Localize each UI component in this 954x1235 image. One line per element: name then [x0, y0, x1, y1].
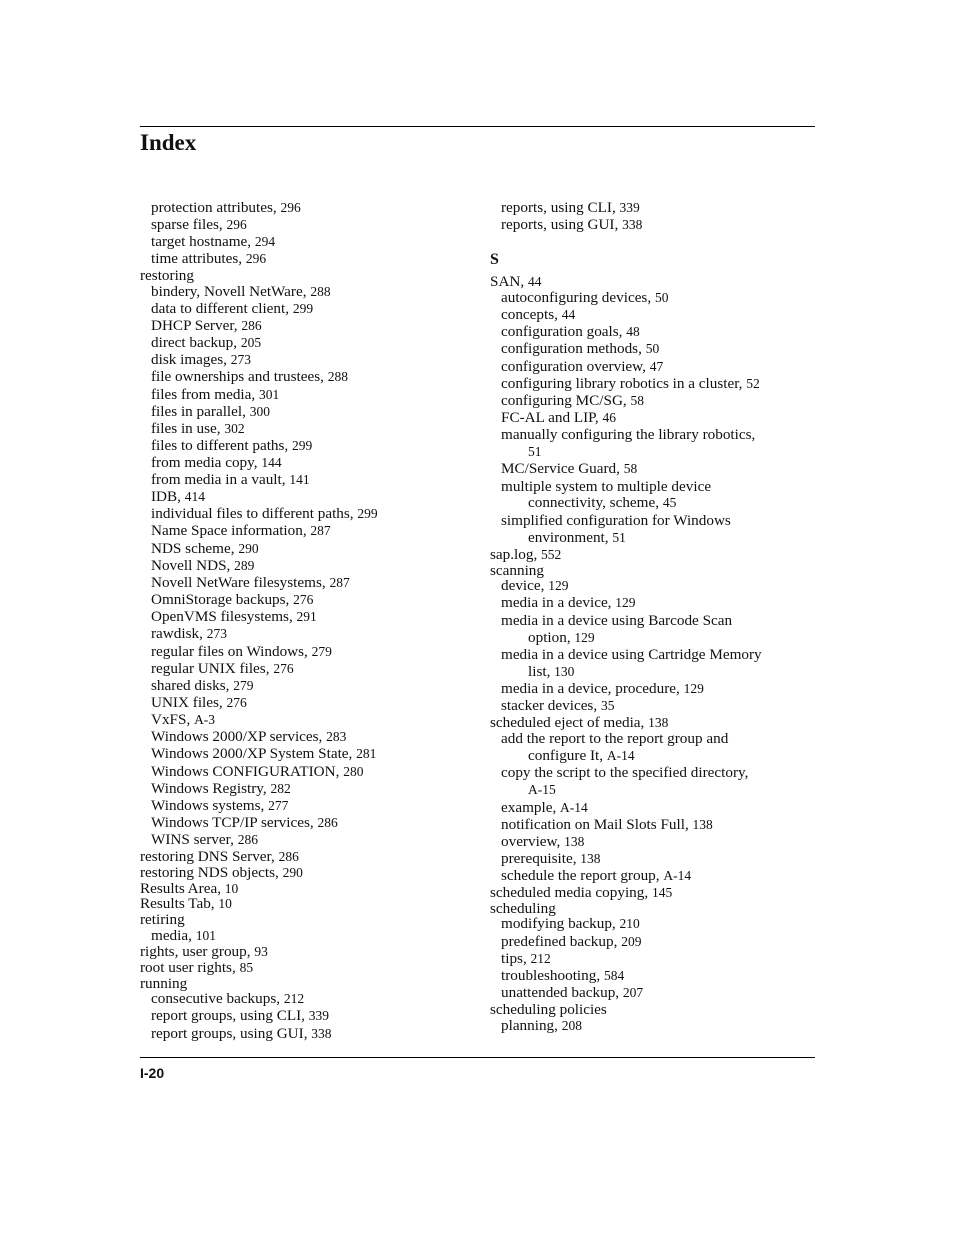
index-subentry [140, 574, 350, 591]
page-reference: 291 [296, 609, 317, 624]
index-subentry [140, 728, 346, 745]
index-term: concepts, [501, 306, 562, 323]
index-term: simplified configuration for Windows [501, 512, 731, 529]
index-term: restoring NDS objects, [140, 864, 283, 881]
index-term: overview, [501, 833, 565, 850]
page-reference: 286 [317, 815, 338, 830]
index-term: media in a device, procedure, [501, 680, 684, 697]
index-subentry [490, 443, 542, 460]
index-subentry [140, 505, 378, 522]
page-title: Index [140, 130, 197, 155]
page-reference: 51 [528, 444, 542, 459]
page-reference: 52 [746, 376, 760, 391]
index-subentry [490, 933, 641, 950]
index-subentry [140, 368, 348, 385]
index-subentry [140, 403, 270, 420]
page-reference: 299 [292, 438, 313, 453]
index-term: individual files to different paths, [151, 505, 358, 522]
page-reference: 50 [654, 290, 669, 305]
page-reference: 210 [619, 916, 640, 931]
index-subentry [490, 646, 762, 663]
page-reference: 286 [241, 318, 262, 333]
index-entry [140, 959, 253, 976]
page-reference: 302 [224, 421, 245, 436]
index-subentry [140, 814, 338, 831]
page-reference: 130 [554, 664, 575, 679]
index-term: regular UNIX files, [151, 660, 274, 677]
index-subentry [140, 694, 247, 711]
index-term: Windows CONFIGURATION, [151, 763, 344, 780]
index-term: MC/Service Guard, [501, 460, 624, 477]
page-reference: 138 [580, 851, 601, 866]
index-term: OmniStorage backups, [151, 591, 294, 608]
page-reference: 290 [238, 541, 259, 556]
index-subentry [490, 358, 663, 375]
index-subentry [490, 460, 637, 477]
index-entry [140, 848, 299, 865]
index-subentry [140, 522, 331, 539]
index-term: files to different paths, [151, 437, 293, 454]
page-reference: 338 [622, 217, 643, 232]
index-subentry [490, 680, 704, 697]
index-subentry [490, 289, 668, 306]
index-subentry [140, 250, 266, 267]
page-reference: 289 [234, 558, 255, 573]
index-subentry [140, 386, 279, 403]
index-subentry [140, 745, 376, 762]
index-term: device, [501, 577, 549, 594]
index-subentry [140, 437, 312, 454]
index-entry [140, 895, 232, 912]
index-term: Windows TCP/IP services, [151, 814, 318, 831]
index-term: FC-AL and LIP, [501, 409, 603, 426]
index-subentry [490, 594, 636, 611]
index-term: configuration goals, [501, 323, 627, 340]
page-reference: 50 [645, 341, 660, 356]
index-subentry [490, 816, 713, 833]
index-entry [140, 267, 194, 284]
index-subentry [140, 608, 317, 625]
index-subentry [490, 697, 614, 714]
page-reference: 10 [224, 881, 239, 896]
index-term: configure It, [528, 747, 607, 764]
index-term: environment, [528, 529, 613, 546]
index-entry [490, 884, 672, 901]
page-reference: 300 [249, 404, 270, 419]
page-reference: 138 [692, 817, 713, 832]
index-subentry [490, 984, 643, 1001]
index-subentry [490, 747, 635, 764]
index-subentry [490, 730, 728, 747]
index-term: NDS scheme, [151, 540, 239, 557]
page-reference: 290 [282, 865, 303, 880]
page-reference: 339 [308, 1008, 330, 1023]
index-term: running [140, 975, 188, 992]
index-term: media in a device using Barcode Scan [501, 612, 733, 629]
index-term: S [490, 251, 499, 268]
index-term: Name Space information, [151, 522, 311, 539]
index-subentry [140, 763, 363, 780]
page-reference: 282 [270, 781, 291, 796]
page-reference: 138 [564, 834, 585, 849]
index-subentry [140, 540, 259, 557]
index-term: root user rights, [140, 959, 240, 976]
page-reference: 48 [626, 324, 640, 339]
page-reference: 144 [261, 455, 282, 470]
index-subentry [490, 340, 659, 357]
index-subentry [490, 199, 640, 216]
page-reference: 286 [278, 849, 299, 864]
index-term: reports, using CLI, [501, 199, 620, 216]
header-rule [140, 126, 815, 127]
index-subentry [140, 334, 261, 351]
index-term: scheduled media copying, [490, 884, 652, 901]
index-term: multiple system to multiple device [501, 478, 712, 495]
index-term: scheduling policies [490, 1001, 607, 1018]
index-term: scheduled eject of media, [490, 714, 649, 731]
index-subentry [140, 199, 301, 216]
page-reference: 296 [245, 251, 267, 266]
page-reference: 273 [206, 626, 227, 641]
page-reference: 46 [602, 410, 617, 425]
index-subentry [490, 409, 616, 426]
index-subentry [140, 831, 258, 848]
index-subentry [490, 612, 732, 629]
page-reference: 35 [600, 698, 615, 713]
index-term: configuring library robotics in a cluster, [501, 375, 747, 392]
page-reference: 338 [311, 1026, 332, 1041]
index-term: data to different client, [151, 300, 293, 317]
page-reference: 47 [649, 359, 664, 374]
index-subentry [140, 1007, 329, 1024]
index-term: Windows systems, [151, 797, 269, 814]
index-term: media, [151, 927, 196, 944]
page-reference: 280 [343, 764, 364, 779]
page-reference: 207 [622, 985, 644, 1000]
page-reference: A-14 [663, 868, 692, 883]
page-reference: 205 [240, 335, 262, 350]
footer-rule [140, 1057, 815, 1058]
index-subentry [490, 512, 731, 529]
page-reference: 85 [239, 960, 254, 975]
page-reference: 299 [292, 301, 314, 316]
index-term: target hostname, [151, 233, 255, 250]
index-term: disk images, [151, 351, 231, 368]
index-term: scheduling [490, 900, 556, 917]
index-term: Windows 2000/XP System State, [151, 745, 357, 762]
index-term: file ownerships and trustees, [151, 368, 328, 385]
index-term: report groups, using CLI, [151, 1007, 309, 1024]
index-subentry [140, 216, 247, 233]
page-reference: 339 [619, 200, 640, 215]
index-term: manually configuring the library robotics, [501, 426, 756, 443]
page-reference: 58 [623, 461, 638, 476]
index-term: reports, using GUI, [501, 216, 623, 233]
page-reference: 283 [326, 729, 347, 744]
page-reference: 279 [233, 678, 254, 693]
index-entry [140, 911, 185, 928]
index-term: files in parallel, [151, 403, 250, 420]
index-subentry [140, 300, 313, 317]
index-term: rawdisk, [151, 625, 207, 642]
index-subentry [490, 392, 644, 409]
index-subentry [140, 471, 310, 488]
index-subentry [140, 643, 332, 660]
index-subentry [490, 426, 755, 443]
index-term: retiring [140, 911, 185, 928]
index-subentry [490, 850, 601, 867]
index-term: time attributes, [151, 250, 246, 267]
page-reference: 208 [561, 1018, 582, 1033]
index-term: media in a device, [501, 594, 616, 611]
index-term: scanning [490, 562, 544, 579]
page-reference: A-3 [194, 712, 216, 727]
index-term: direct backup, [151, 334, 241, 351]
index-subentry [490, 833, 584, 850]
index-term: option, [528, 629, 575, 646]
index-subentry [140, 711, 215, 728]
index-term: unattended backup, [501, 984, 623, 1001]
index-subentry [140, 488, 205, 505]
index-subentry [140, 677, 254, 694]
index-term: DHCP Server, [151, 317, 242, 334]
index-term: OpenVMS filesystems, [151, 608, 297, 625]
index-subentry [490, 915, 640, 932]
page-reference: A-14 [606, 748, 635, 763]
page-reference: 299 [357, 506, 378, 521]
index-term: sparse files, [151, 216, 227, 233]
index-term: sap.log, [490, 546, 542, 563]
index-term: restoring DNS Server, [140, 848, 279, 865]
page-reference: 212 [530, 951, 551, 966]
index-subentry [140, 797, 288, 814]
index-entry [490, 546, 561, 563]
index-term: troubleshooting, [501, 967, 604, 984]
index-subentry [140, 233, 275, 250]
index-subentry [140, 927, 216, 944]
page-reference: 287 [310, 523, 331, 538]
index-term: Windows Registry, [151, 780, 271, 797]
index-term: VxFS, [151, 711, 195, 728]
index-term: planning, [501, 1017, 562, 1034]
index-term: autoconfiguring devices, [501, 289, 655, 306]
index-subentry [490, 799, 588, 816]
index-term: modifying backup, [501, 915, 620, 932]
index-subentry [490, 323, 640, 340]
index-entry [140, 864, 303, 881]
index-subentry [490, 577, 568, 594]
index-term: example, [501, 799, 561, 816]
page-reference: 10 [218, 896, 232, 911]
page-reference: 296 [280, 200, 301, 215]
page-reference: 281 [356, 746, 377, 761]
index-subentry [140, 780, 291, 797]
page-reference: 414 [184, 489, 205, 504]
page-reference: 129 [574, 630, 595, 645]
index-subentry [490, 494, 676, 511]
index-subentry [490, 529, 626, 546]
index-term: Results Tab, [140, 895, 219, 912]
index-subentry [490, 306, 575, 323]
index-subentry [140, 557, 254, 574]
page-reference: 138 [648, 715, 669, 730]
index-term: stacker devices, [501, 697, 601, 714]
index-subentry [490, 663, 574, 680]
page-reference: 276 [293, 592, 314, 607]
index-subentry [490, 629, 595, 646]
index-term: Results Area, [140, 880, 225, 897]
page-reference: 44 [561, 307, 576, 322]
index-term: prerequisite, [501, 850, 581, 867]
index-term: from media in a vault, [151, 471, 290, 488]
page-reference: 45 [662, 495, 677, 510]
page-reference: 296 [226, 217, 247, 232]
page-reference: 552 [541, 547, 562, 562]
index-subentry [140, 283, 331, 300]
index-term: UNIX files, [151, 694, 227, 711]
page-reference: 276 [273, 661, 294, 676]
index-column-right [490, 192, 815, 1052]
page-reference: 141 [289, 472, 310, 487]
page-reference: A-14 [560, 800, 588, 815]
index-subentry [140, 625, 227, 642]
index-column-left [140, 192, 485, 1052]
page-number: I-20 [140, 1065, 165, 1081]
index-subentry [140, 591, 313, 608]
index-entry [490, 1001, 607, 1018]
index-term: report groups, using GUI, [151, 1025, 312, 1042]
index-subentry [490, 781, 556, 798]
index-subentry [490, 950, 551, 967]
page-reference: 58 [630, 393, 645, 408]
page-reference: 212 [283, 991, 305, 1006]
page-reference: 287 [329, 575, 350, 590]
index-term: from media copy, [151, 454, 262, 471]
index-term: Windows 2000/XP services, [151, 728, 327, 745]
page-reference: A-15 [528, 782, 556, 797]
page-reference: 288 [310, 284, 331, 299]
index-subentry [490, 478, 711, 495]
page-reference: 279 [311, 644, 332, 659]
page-reference: 294 [254, 234, 276, 249]
page-reference: 276 [226, 695, 247, 710]
page-reference: 288 [327, 369, 348, 384]
index-term: tips, [501, 950, 531, 967]
page-reference: 277 [268, 798, 289, 813]
index-subentry [490, 1017, 582, 1034]
page-reference: 129 [548, 578, 569, 593]
index-term: protection attributes, [151, 199, 281, 216]
index-term: shared disks, [151, 677, 234, 694]
page-reference: 273 [230, 352, 251, 367]
index-term: media in a device using Cartridge Memory [501, 646, 762, 663]
index-term: predefined backup, [501, 933, 622, 950]
index-subentry [490, 375, 760, 392]
page-reference: 44 [527, 274, 542, 289]
page-reference: 93 [254, 944, 268, 959]
page-reference: 145 [651, 885, 673, 900]
index-term: list, [528, 663, 555, 680]
index-term: schedule the report group, [501, 867, 664, 884]
index-term: SAN, [490, 273, 528, 290]
page-reference: 51 [612, 530, 626, 545]
index-term: files from media, [151, 386, 259, 403]
index-term: regular files on Windows, [151, 643, 312, 660]
index-term: files in use, [151, 420, 225, 437]
index-subentry [490, 967, 624, 984]
index-term: IDB, [151, 488, 185, 505]
index-subentry [490, 867, 691, 884]
page-reference: 301 [258, 387, 280, 402]
page-reference: 129 [683, 681, 704, 696]
index-term: connectivity, scheme, [528, 494, 663, 511]
index-subentry [490, 216, 642, 233]
index-subentry [140, 351, 251, 368]
index-term: configuration overview, [501, 358, 650, 375]
index-term: notification on Mail Slots Full, [501, 816, 693, 833]
index-letter-heading [490, 251, 499, 268]
index-entry [140, 943, 268, 960]
index-term: configuration methods, [501, 340, 646, 357]
page-reference: 286 [237, 832, 258, 847]
index-subentry [140, 420, 245, 437]
index-entry [490, 273, 541, 290]
index-term: restoring [140, 267, 194, 284]
index-term: consecutive backups, [151, 990, 284, 1007]
index-subentry [140, 317, 262, 334]
index-term: rights, user group, [140, 943, 255, 960]
index-subentry [490, 764, 748, 781]
page-reference: 209 [621, 934, 642, 949]
index-term: configuring MC/SG, [501, 392, 631, 409]
index-term: add the report to the report group and [501, 730, 729, 747]
page-reference: 101 [195, 928, 216, 943]
index-term: Novell NetWare filesystems, [151, 574, 330, 591]
index-term: Novell NDS, [151, 557, 235, 574]
index-subentry [140, 990, 304, 1007]
index-subentry [140, 660, 294, 677]
page-reference: 584 [603, 968, 625, 983]
index-subentry [140, 454, 282, 471]
index-term: bindery, Novell NetWare, [151, 283, 311, 300]
index-entry [490, 714, 668, 731]
page-reference: 129 [615, 595, 636, 610]
index-subentry [140, 1025, 332, 1042]
index-term: copy the script to the specified directory, [501, 764, 749, 781]
index-term: WINS server, [151, 831, 238, 848]
